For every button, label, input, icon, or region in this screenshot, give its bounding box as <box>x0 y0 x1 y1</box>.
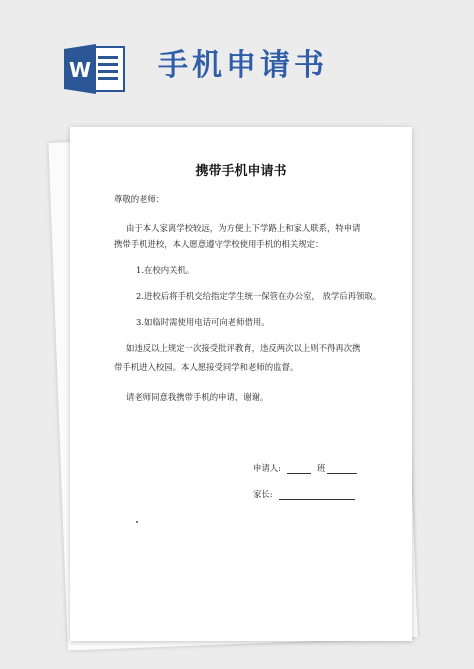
rule-item: 3.如临时需使用电话可向老师借用。 <box>136 317 270 327</box>
header-title: 手机申请书 <box>158 48 328 83</box>
word-document-icon <box>64 44 126 94</box>
paragraph-2-line-2: 带手机进入校园。本人愿接受同学和老师的监督。 <box>114 362 299 372</box>
svg-text:W: W <box>68 58 92 82</box>
applicant-name-blank <box>287 463 311 474</box>
parent-name-blank <box>279 489 355 500</box>
class-blank <box>327 463 357 474</box>
stray-mark <box>136 521 138 523</box>
document-page <box>70 127 412 641</box>
document-title: 携带手机申请书 <box>195 164 287 179</box>
salutation: 尊敬的老师： <box>114 194 165 204</box>
closing-line: 请老师同意我携带手机的申请，谢谢。 <box>126 392 269 402</box>
paragraph-1-line-2: 携带手机进校，本人愿意遵守学校使用手机的相关规定： <box>114 239 324 249</box>
applicant-label: 申请人: <box>253 463 281 473</box>
parent-label: 家长: <box>253 489 273 499</box>
class-label: 班 <box>316 463 326 473</box>
applicant-signature-line <box>253 462 359 474</box>
paragraph-2-line-1: 如违反以上规定一次接受批评教育，违反两次以上则不得再次携 <box>126 343 361 353</box>
parent-signature-line <box>253 488 357 500</box>
rule-item: 1.在校内关机。 <box>136 265 195 275</box>
paragraph-1-line-1: 由于本人家离学校较远，为方便上下学路上和家人联系，特申请 <box>126 223 361 233</box>
rule-item: 2.进校后将手机交给指定学生统一保管在办公室， 放学后再领取。 <box>136 291 382 301</box>
